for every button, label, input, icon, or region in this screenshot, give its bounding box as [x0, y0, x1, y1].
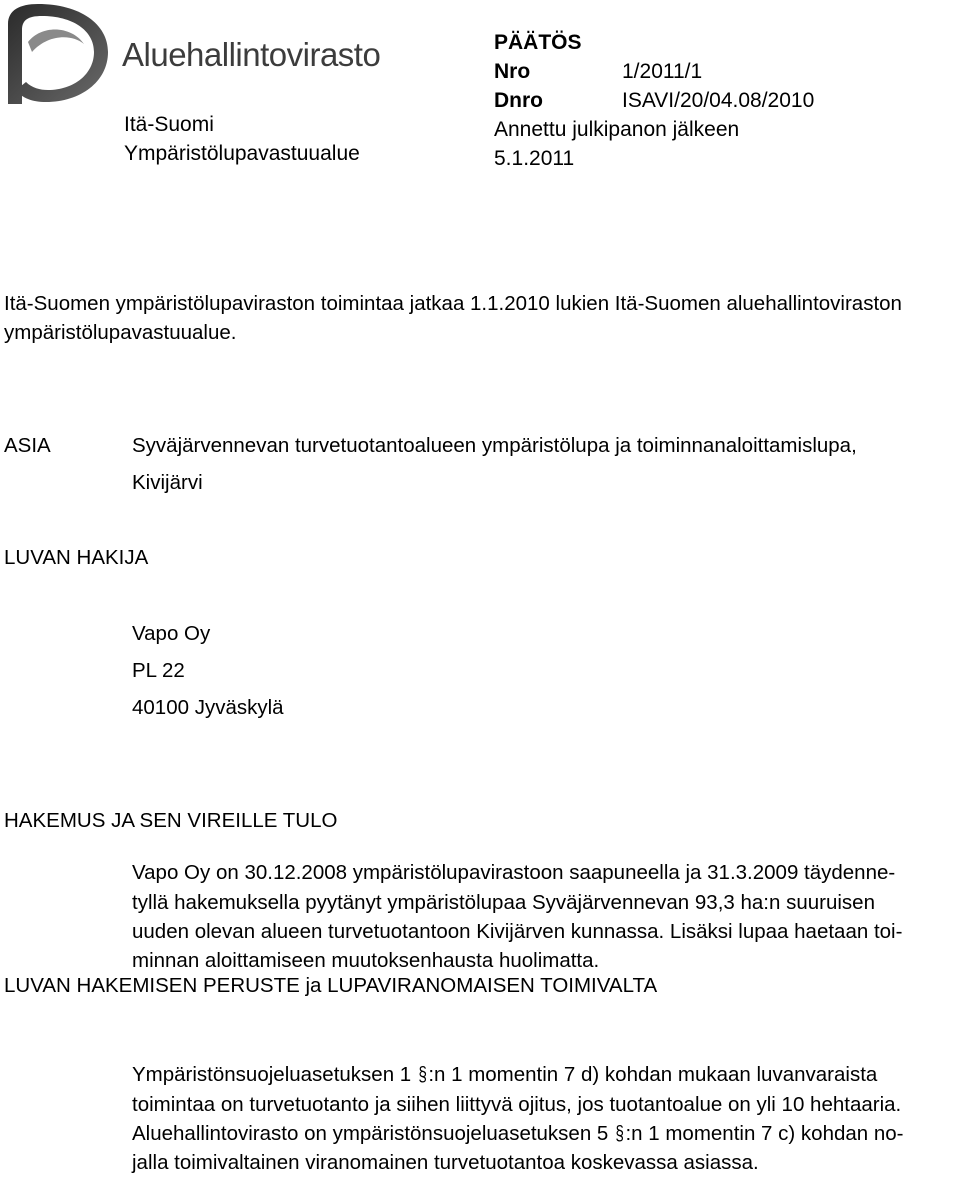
application-line-1: Vapo Oy on 30.12.2008 ympäristölupavirastoon saapuneella ja 31.3.2009 täydenne-: [132, 861, 896, 884]
basis-line-2: toimintaa on turvetuotanto ja siihen liittyvä ojitus, jos tuotantoalue on yli 10 hehtaaria.: [132, 1093, 902, 1116]
agency-unit: Ympäristölupavastuualue: [124, 142, 360, 165]
section-sign: §: [418, 1063, 427, 1086]
application-label: HAKEMUS JA SEN VIREILLE TULO: [4, 809, 338, 832]
applicant-label: LUVAN HAKIJA: [4, 546, 149, 569]
basis-label: LUVAN HAKEMISEN PERUSTE ja LUPAVIRANOMAISEN TOIMIVALTA: [4, 974, 658, 997]
applicant-city: 40100 Jyväskylä: [132, 696, 284, 719]
decision-number-value: 1/2011/1: [622, 60, 703, 83]
decision-number-label: Nro: [494, 60, 531, 83]
basis-line-4: jalla toimivaltainen viranomainen turvetuotantoa koskevassa asiassa.: [132, 1151, 759, 1174]
asia-label: ASIA: [4, 434, 51, 457]
diary-number-label: Dnro: [494, 89, 543, 112]
issued-text: Annettu julkipanon jälkeen: [494, 118, 740, 141]
logo-wordmark: Aluehallintovirasto: [122, 36, 381, 73]
basis-line-1-end: :n 1 momentin 7 d) kohdan mukaan luvanvaraista: [428, 1063, 878, 1086]
basis-line-1-start: Ympäristönsuojeluasetuksen 1: [132, 1063, 412, 1086]
application-line-2: tyllä hakemuksella pyytänyt ympäristölupaa Syväjärvennevan 93,3 ha:n suuruisen: [132, 891, 875, 914]
decision-number-row: [494, 60, 702, 84]
notice-line-2: ympäristölupavastuualue.: [4, 321, 237, 344]
basis-line-1: [132, 1060, 958, 1090]
agency-region: Itä-Suomi: [124, 113, 214, 136]
decision-title: PÄÄTÖS: [494, 31, 582, 54]
application-line-3: uuden olevan alueen turvetuotantoon Kivijärven kunnassa. Lisäksi lupaa haetaan toi-: [132, 920, 903, 943]
applicant-name: Vapo Oy: [132, 622, 211, 645]
notice-line-1: Itä-Suomen ympäristölupaviraston toimintaa jatkaa 1.1.2010 lukien Itä-Suomen aluehallintoviraston: [4, 292, 902, 315]
avi-logo-mark-icon: [2, 2, 110, 106]
basis-line-3: [132, 1119, 958, 1149]
decision-date: 5.1.2011: [494, 147, 575, 170]
application-line-4: minnan aloittamiseen muutoksenhausta huolimatta.: [132, 949, 600, 972]
asia-line-2: Kivijärvi: [132, 471, 203, 494]
diary-number-value: ISAVI/20/04.08/2010: [622, 89, 815, 112]
asia-line-1: Syväjärvennevan turvetuotantoalueen ympäristölupa ja toiminnanaloittamislupa,: [132, 434, 857, 457]
basis-line-3-start: Aluehallintovirasto on ympäristönsuojeluasetuksen 5: [132, 1122, 609, 1145]
section-sign: §: [615, 1122, 625, 1145]
applicant-po-box: PL 22: [132, 659, 185, 682]
basis-line-3-end: :n 1 momentin 7 c) kohdan no-: [625, 1122, 904, 1145]
diary-number-row: [494, 89, 814, 113]
